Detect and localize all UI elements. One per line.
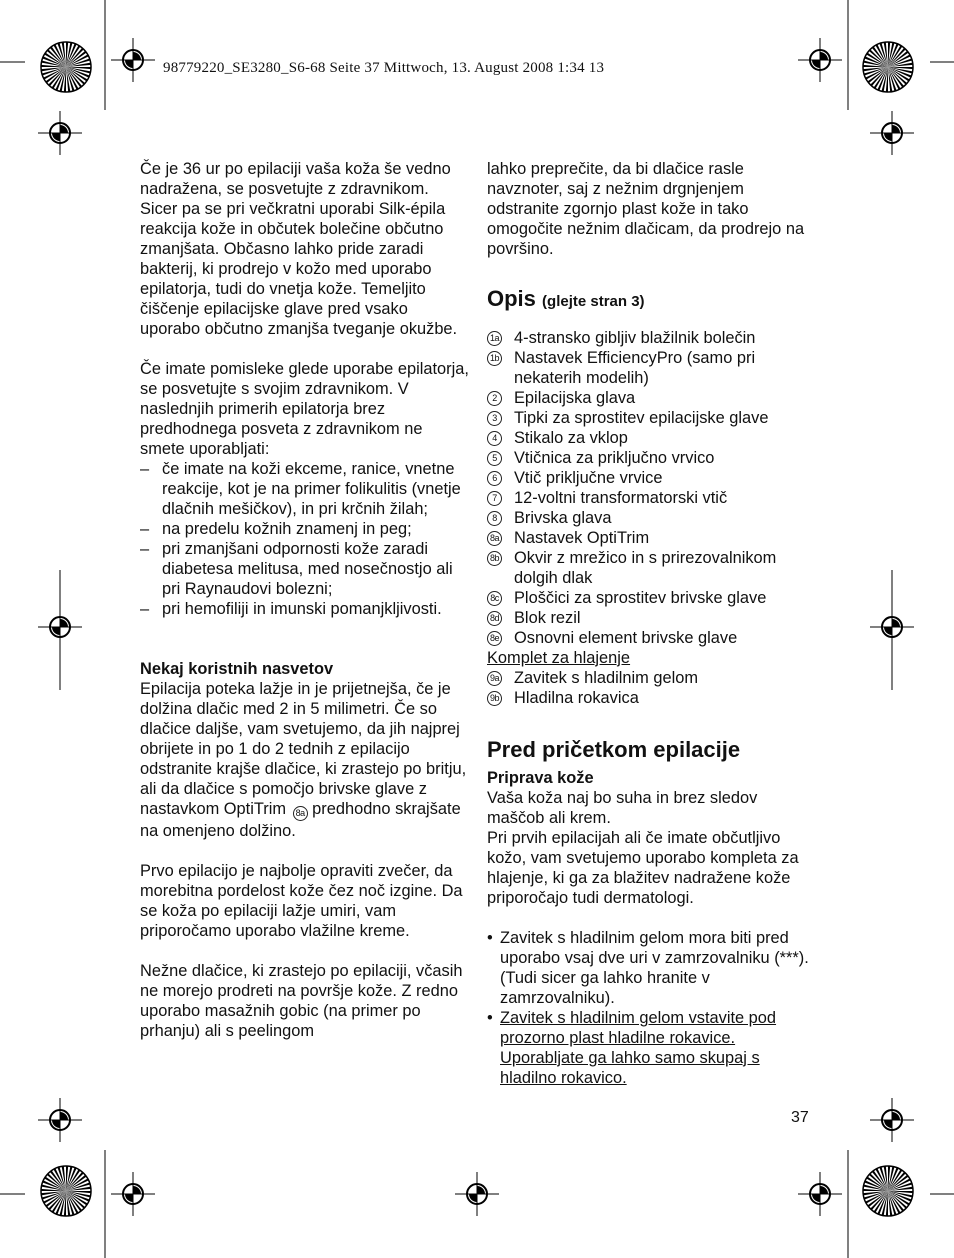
starburst-icon xyxy=(863,42,913,92)
registration-target-icon xyxy=(455,1172,499,1216)
starburst-icon xyxy=(41,1166,91,1216)
part-label: Hladilna rokavica xyxy=(514,689,639,707)
bullet-item: • Zavitek s hladilnim gelom mora biti pred uporabo vsaj dve uri v zamrzovalniku (***). (Tudi sicer ga lahko hranite v zamrzovalniku). xyxy=(487,929,809,1007)
part-list-item xyxy=(487,508,817,528)
starburst-icon xyxy=(41,42,91,92)
registration-target-icon xyxy=(798,38,842,82)
section-title-pred: Pred pričetkom epilacije xyxy=(487,737,741,762)
paragraph-continued: lahko preprečite, da bi dlačice rasle navznoter, saj z nežnim drgnjenjem odstranite zgornjo plast kože in tako omogočite nežnim dlačicam, da prodrejo na površino. xyxy=(487,160,805,258)
part-list-item xyxy=(487,468,817,488)
part-list-item xyxy=(487,448,817,468)
part-list-item xyxy=(487,428,817,448)
part-label: Vtič priključne vrvice xyxy=(514,469,663,487)
part-number-icon: 8e xyxy=(487,631,502,646)
left-column xyxy=(140,159,470,1041)
registration-target-icon xyxy=(870,1098,914,1142)
paragraph-cooling-kit: Pri prvih epilacijah ali če imate občutljivo kožo, vam svetujemo uporabo kompleta za hlajenje, ki ga za blažitev nadražene kože priporočajo tudi dermatologi. xyxy=(487,829,799,907)
part-number-icon: 9b xyxy=(487,691,502,706)
part-number-icon: 1a xyxy=(487,331,502,346)
registration-target-icon xyxy=(111,1172,155,1216)
registration-target-icon xyxy=(38,1098,82,1142)
registration-target-icon xyxy=(870,605,914,649)
part-list-item xyxy=(487,528,817,548)
paragraph-tips: Epilacija poteka lažje in je prijetnejša, če je dolžina dlačic med 2 in 5 milimetri. Če so dlačice daljše, vam svetujemo, da jih najprej obrijete in po 1 do 2 tednih z epilacijo odstranite krajše dlačice, ki zrastejo po britju, ali da dlačice s pomočjo brivske glave z nastavkom OptiTrim 8a predhodno skrajšate na omenjeno dolžino. xyxy=(140,680,467,840)
part-label: Blok rezil xyxy=(514,609,581,627)
kit-label: Komplet za hlajenje xyxy=(487,649,631,667)
part-list-item xyxy=(487,408,817,428)
part-list-item xyxy=(487,688,817,708)
part-number-icon: 6 xyxy=(487,471,502,486)
starburst-icon xyxy=(863,1166,913,1216)
dash-item: – na predelu kožnih znamenj in peg; xyxy=(140,520,412,538)
dash-item: – pri hemofiliji in imunski pomanjkljivosti. xyxy=(140,600,442,618)
part-number-icon: 8d xyxy=(487,611,502,626)
tips-heading: Nekaj koristnih nasvetov xyxy=(140,660,334,678)
print-header-line: 98779220_SE3280_S6-68 Seite 37 Mittwoch, 13. August 2008 1:34 13 xyxy=(163,60,605,76)
part-label: Stikalo za vklop xyxy=(514,429,628,447)
paragraph-irritation: Če je 36 ur po epilaciji vaša koža še vedno nadražena, se posvetujte z zdravnikom. Sicer pa se pri večkratni uporabi Silk-épila reakcija kože in občutek bolečine občutno zmanjšata. Občasno lahko pride zaradi bakterij, ki prodrejo v kožo med uporabo epilatorja, tudi do vnetja kože. Temeljito čiščenje epilacijske glave pred vsako uporabo občutno zmanjša tveganje okužbe. xyxy=(140,160,458,338)
part-number-icon: 5 xyxy=(487,451,502,466)
part-label: Zavitek s hladilnim gelom xyxy=(514,669,699,687)
kit-list xyxy=(487,668,817,708)
registration-target-icon xyxy=(38,605,82,649)
part-number-icon: 4 xyxy=(487,431,502,446)
registration-target-icon xyxy=(111,38,155,82)
right-column xyxy=(487,159,817,1088)
part-label: Tipki za sprostitev epilacijske glave xyxy=(514,409,769,427)
part-number-icon: 1b xyxy=(487,351,502,366)
paragraph-evening: Prvo epilacijo je najbolje opraviti zvečer, da morebitna pordelost kože čez noč izgine. Da se koža po epilaciji lažje umiri, vam priporočamo uporabo vlažilne kreme. xyxy=(140,862,463,940)
dash-item: – če imate na koži ekceme, ranice, vnetne reakcije, kot je na primer folikulitis (vnetje dlačnih mešičkov), in pri krčnih žilah; xyxy=(140,460,461,518)
priprava-heading: Priprava kože xyxy=(487,769,594,787)
part-number-icon: 2 xyxy=(487,391,502,406)
part-label: Okvir z mrežico in s prirezovalnikom dolgih dlak xyxy=(514,549,777,587)
part-list-item xyxy=(487,628,817,648)
part-list-item xyxy=(487,608,817,628)
paragraph-ingrown: Nežne dlačice, ki zrastejo po epilaciji, včasih ne morejo prodreti na površje kože. Z redno uporabo masažnih gobic (na primer po prhanju) ali s peelingom xyxy=(140,962,463,1040)
registration-target-icon xyxy=(798,1172,842,1216)
part-number-icon: 7 xyxy=(487,491,502,506)
registration-target-icon xyxy=(870,111,914,155)
part-label: 12-voltni transformatorski vtič xyxy=(514,489,728,507)
page-number: 37 xyxy=(791,1109,809,1126)
dash-item: – pri zmanjšani odpornosti kože zaradi diabetesa melitusa, med nosečnostjo ali pri Raynaudovi bolezni; xyxy=(140,540,453,598)
part-list-item xyxy=(487,488,817,508)
part-number-icon: 8c xyxy=(487,591,502,606)
part-list-item xyxy=(487,588,817,608)
part-label: Vtičnica za priključno vrvico xyxy=(514,449,715,467)
part-number-icon: 9a xyxy=(487,671,502,686)
part-list-item xyxy=(487,388,817,408)
part-label: Osnovni element brivske glave xyxy=(514,629,738,647)
part-label: Epilacijska glava xyxy=(514,389,636,407)
part-list-item xyxy=(487,668,817,688)
part-number-icon: 8a xyxy=(487,531,502,546)
part-list-item xyxy=(487,328,817,348)
paragraph-doubts: Če imate pomisleke glede uporabe epilatorja, se posvetujte s svojim zdravnikom. V naslednjih primerih epilatorja brez predhodnega posveta z zdravnikom ne smete uporabljati: xyxy=(140,360,469,458)
parts-list xyxy=(487,328,817,648)
paragraph-dry-skin: Vaša koža naj bo suha in brez sledov maščob ali krem. xyxy=(487,789,758,827)
ref-number-icon: 8a xyxy=(293,806,308,821)
part-list-item xyxy=(487,348,817,388)
part-number-icon: 3 xyxy=(487,411,502,426)
bullet-item: • Zavitek s hladilnim gelom vstavite pod prozorno plast hladilne rokavice. Uporabljate ga lahko samo skupaj s hladilno rokavico. xyxy=(487,1009,777,1087)
part-label: Nastavek OptiTrim xyxy=(514,529,650,547)
part-number-icon: 8 xyxy=(487,511,502,526)
part-list-item xyxy=(487,548,817,588)
section-title-opis: Opis (glejte stran 3) xyxy=(487,286,645,311)
part-number-icon: 8b xyxy=(487,551,502,566)
part-label: 4-stransko gibljiv blažilnik bolečin xyxy=(514,329,756,347)
registration-target-icon xyxy=(38,111,82,155)
part-label: Brivska glava xyxy=(514,509,612,527)
part-label: Nastavek EfficiencyPro (samo pri nekaterih modelih) xyxy=(514,349,756,387)
part-label: Ploščici za sprostitev brivske glave xyxy=(514,589,767,607)
